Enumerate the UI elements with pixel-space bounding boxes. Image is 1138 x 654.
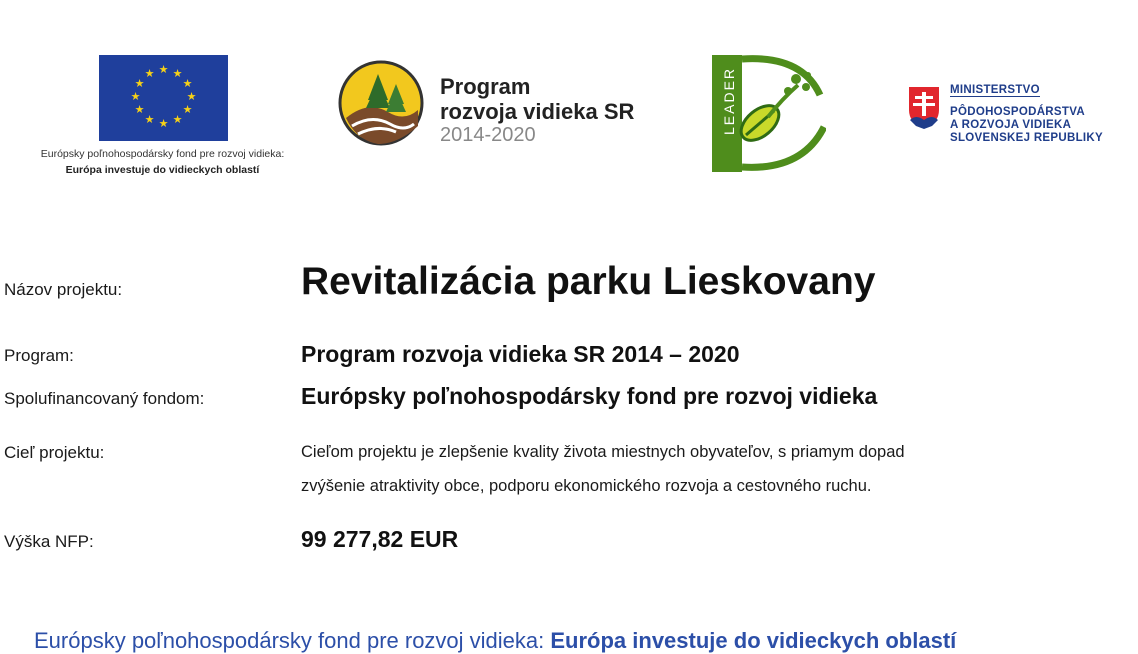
star-icon: ★ (134, 78, 145, 90)
fund-label: Spolufinancovaný fondom: (4, 389, 205, 408)
program-value: Program rozvoja vidieka SR 2014 – 2020 (301, 341, 740, 367)
eu-caption-line2: Európa investuje do vidieckych oblastí (65, 164, 260, 176)
ministry-line1: MINISTERSTVO (950, 84, 1040, 96)
star-icon: ★ (158, 118, 169, 130)
amount-value: 99 277,82 EUR (301, 526, 459, 552)
leader-logo (712, 55, 826, 172)
footer-text-regular: Európsky poľnohospodársky fond pre rozvoj vidieka: (34, 628, 551, 653)
prv-years: 2014-2020 (440, 124, 536, 146)
leader-text: LEADER (721, 66, 737, 135)
star-icon: ★ (144, 114, 155, 126)
star-icon: ★ (130, 91, 141, 103)
goal-line1: Cieľom projektu je zlepšenie kvality života miestnych obyvateľov, s priamym dopad (301, 443, 905, 461)
slovak-coat-of-arms-icon (906, 84, 942, 130)
prv-title-line1: Program (440, 74, 531, 99)
project-name-label: Názov projektu: (4, 280, 123, 299)
goal-label: Cieľ projektu: (4, 443, 105, 462)
program-label: Program: (4, 346, 74, 365)
footer-slogan (34, 628, 956, 654)
eu-caption-line1: Európsky poľnohospodársky fond pre rozvoj vidieka: (40, 148, 285, 160)
prv-emblem-icon (338, 60, 424, 146)
star-icon: ★ (182, 104, 193, 116)
star-icon: ★ (134, 104, 145, 116)
star-icon: ★ (182, 78, 193, 90)
star-icon: ★ (172, 114, 183, 126)
footer-text-bold: Európa investuje do vidieckych oblastí (550, 628, 957, 653)
amount-label: Výška NFP: (4, 532, 94, 551)
star-icon: ★ (172, 68, 183, 80)
goal-line2: zvýšenie atraktivity obce, podporu ekonomického rozvoja a cestovného ruchu. (301, 477, 872, 495)
prv-title-line2: rozvoja vidieka SR (440, 99, 635, 124)
ministry-line4: SLOVENSKEJ REPUBLIKY (950, 132, 1103, 144)
star-icon: ★ (144, 68, 155, 80)
ministry-line3: A ROZVOJA VIDIEKA (950, 119, 1072, 131)
ministry-line2: PÔDOHOSPODÁRSTVA (950, 106, 1085, 118)
star-icon: ★ (186, 91, 197, 103)
star-icon: ★ (158, 64, 169, 76)
project-name: Revitalizácia parku Lieskovany (301, 260, 876, 303)
eu-flag-logo (99, 55, 228, 141)
fund-value: Európsky poľnohospodársky fond pre rozvoj vidieka (301, 383, 878, 409)
